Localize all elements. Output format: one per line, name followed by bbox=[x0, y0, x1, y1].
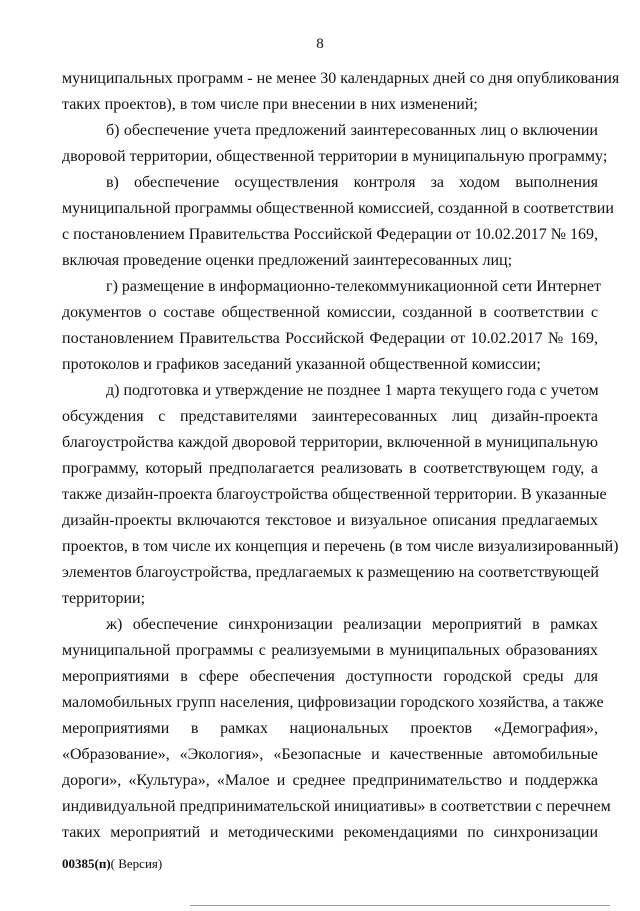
text-line: г) размещение в информационно-телекоммуникационной сети Интернет bbox=[106, 278, 601, 295]
text-line: ж) обеспечение синхронизации реализации мероприятий в рамках bbox=[106, 616, 598, 633]
text-line: территории; bbox=[62, 590, 146, 607]
text-line: элементов благоустройства, предлагаемых к размещению на соответствующей bbox=[62, 564, 599, 581]
text-line: включая проведение оценки предложений заинтересованных лиц; bbox=[62, 252, 513, 269]
text-line: проектов, в том числе их концепция и перечень (в том числе визуализированный) bbox=[62, 538, 619, 555]
text-line: дизайн-проекты включаются текстовое и визуальное описания предлагаемых bbox=[62, 512, 598, 529]
body-text bbox=[62, 66, 620, 846]
text-line: таких проектов), в том числе при внесении в них изменений; bbox=[62, 96, 478, 113]
footer-code: 00385(п) bbox=[62, 856, 111, 871]
text-line: д) подготовка и утверждение не позднее 1 марта текущего года с учетом bbox=[106, 382, 599, 399]
text-line: документов о составе общественной комиссии, созданной в соответствии с bbox=[62, 304, 598, 321]
text-line: с постановлением Правительства Российской Федерации от 10.02.2017 № 169, bbox=[62, 226, 598, 243]
text-line: муниципальной программы с реализуемыми в муниципальных образованиях bbox=[62, 642, 598, 659]
text-line: мероприятиями в рамках национальных проектов «Демография», bbox=[62, 720, 598, 737]
text-line: «Образование», «Экология», «Безопасные и качественные автомобильные bbox=[62, 746, 598, 763]
text-line: таких мероприятий и методическими рекомендациями по синхронизации bbox=[62, 824, 598, 841]
text-line: дворовой территории, общественной территории в муниципальную программу; bbox=[62, 148, 608, 165]
footer-document-code bbox=[62, 856, 162, 872]
text-line: постановлением Правительства Российской Федерации от 10.02.2017 № 169, bbox=[62, 330, 598, 347]
text-line: в) обеспечение осуществления контроля за ходом выполнения bbox=[106, 174, 598, 191]
text-line: благоустройства каждой дворовой территории, включенной в муниципальную bbox=[62, 434, 598, 451]
page-number: 8 bbox=[316, 36, 324, 52]
text-line: также дизайн-проекта благоустройства общественной территории. В указанные bbox=[62, 486, 607, 503]
text-line: протоколов и графиков заседаний указанной общественной комиссии; bbox=[62, 356, 541, 373]
footer-version: ( Версия) bbox=[110, 856, 163, 871]
text-line: мероприятиями в сфере обеспечения доступности городской среды для bbox=[62, 668, 598, 685]
text-line: дороги», «Культура», «Малое и среднее предпринимательство и поддержка bbox=[62, 772, 598, 789]
scan-edge-line bbox=[190, 905, 610, 906]
text-line: б) обеспечение учета предложений заинтересованных лиц о включении bbox=[106, 122, 598, 139]
text-line: программу, который предполагается реализовать в соответствующем году, а bbox=[62, 460, 598, 477]
text-line: маломобильных групп населения, цифровизации городского хозяйства, а также bbox=[62, 694, 604, 711]
text-line: муниципальной программы общественной комиссией, созданной в соответствии bbox=[62, 200, 614, 217]
text-line: муниципальных программ - не менее 30 календарных дней со дня опубликования bbox=[62, 70, 620, 87]
text-line: индивидуальной предпринимательской инициативы» в соответствии с перечнем bbox=[62, 798, 611, 815]
text-line: обсуждения с представителями заинтересованных лиц дизайн-проекта bbox=[62, 408, 598, 425]
